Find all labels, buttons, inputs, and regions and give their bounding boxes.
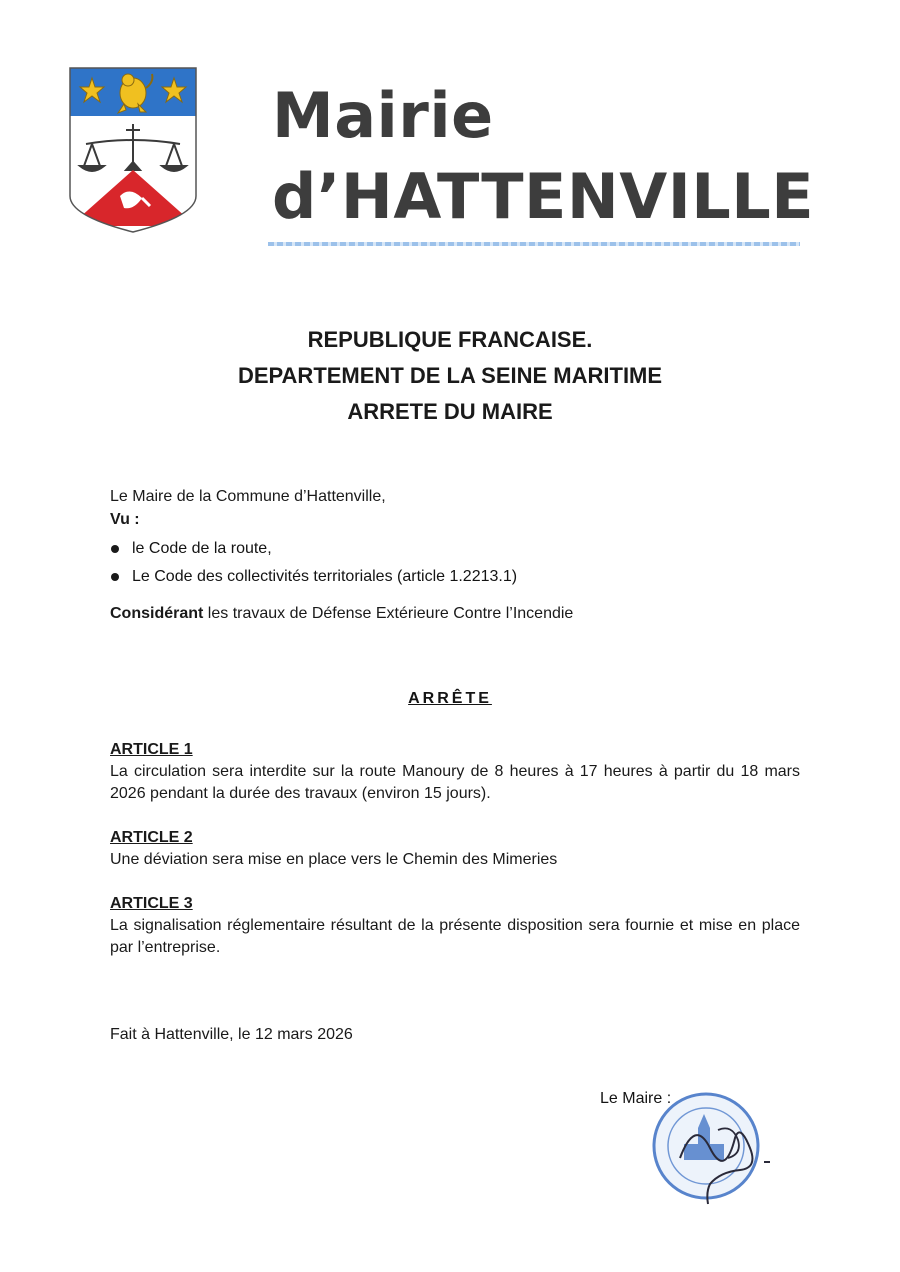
article-1 <box>110 739 800 805</box>
article-label: ARTICLE 2 <box>110 829 193 846</box>
title-line-2: d’HATTENVILLE <box>272 160 815 233</box>
article-text: La signalisation réglementaire résultant de la présente disposition sera fournie et mise en place par l’entreprise. <box>110 917 800 956</box>
article-text: La circulation sera interdite sur la route Manoury de 8 heures à 17 heures à partir du 18 mars 2026 pendant la durée des travaux (environ 15 jours). <box>110 763 800 802</box>
arrete-label: ARRÊTE <box>408 690 492 707</box>
coat-of-arms <box>68 66 198 234</box>
vu-list <box>110 535 517 591</box>
place-and-date: Fait à Hattenville, le 12 mars 2026 <box>110 1026 353 1043</box>
considerant-label: Considérant <box>110 605 204 622</box>
signatory-label: Le Maire : <box>600 1090 672 1107</box>
article-2 <box>110 827 800 871</box>
list-item: le Code de la route, <box>110 535 517 563</box>
article-label: ARTICLE 1 <box>110 741 193 758</box>
heading-department: DEPARTEMENT DE LA SEINE MARITIME <box>237 363 663 388</box>
arrete-title <box>0 690 900 708</box>
article-text: Une déviation sera mise en place vers le Chemin des Mimeries <box>110 851 558 868</box>
article-label: ARTICLE 3 <box>110 895 193 912</box>
considerant-paragraph <box>110 603 800 625</box>
preamble-intro: Le Maire de la Commune d’Hattenville, <box>110 488 386 505</box>
title-line-1: Mairie <box>272 79 494 152</box>
heading-arrete-du-maire: ARRETE DU MAIRE <box>347 399 553 424</box>
preamble-vu: Vu : <box>110 511 140 528</box>
heading-republic: REPUBLIQUE FRANCAISE. <box>307 327 593 352</box>
mairie-title <box>272 76 814 238</box>
article-3 <box>110 893 800 959</box>
considerant-text: les travaux de Défense Extérieure Contre l’Incendie <box>203 605 574 622</box>
title-underline <box>268 242 800 246</box>
document-heading <box>0 322 900 430</box>
list-item: Le Code des collectivités territoriales (article 1.2213.1) <box>110 563 517 591</box>
official-stamp <box>640 1088 780 1208</box>
